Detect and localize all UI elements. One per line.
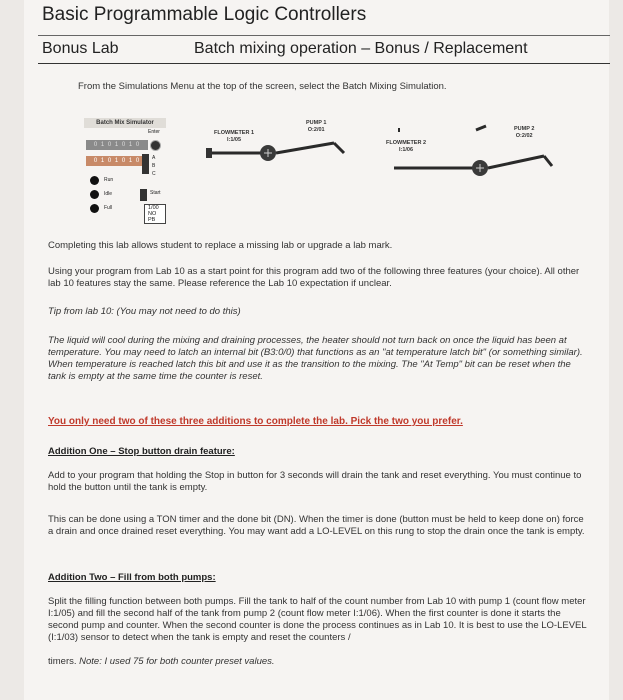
flowmeter2-label: FLOWMETER 2 I:1/06 [386,140,427,153]
start-label: Start [150,190,161,196]
idle-label: Idle [104,191,113,197]
flowmeter1-icon [206,148,212,158]
addition-one-heading: Addition One – Stop button drain feature: [48,446,235,457]
full-label: Full [104,205,113,211]
simulator-control-panel [84,118,166,223]
run-lamp-icon [90,176,99,185]
paragraph-instructions: Using your program from Lab 10 as a start point for this program add two of the following three features (your choice). All other lab 10 features stay the same. Please reference the Lab 10 expectation if unclear. [48,266,580,289]
pump2-label: PUMP 2 O:2/02 [514,126,535,139]
output-bits-row: 0 1 0 1 0 1 0 [86,156,148,166]
pipe-segment-6 [544,156,552,166]
addition-two-text: Split the filling function between both pumps. Fill the tank to half of the count number from Lab 10 with pump 1 (count flow meter I:1/05) and fill the second half of the tank from pump 2 (count flow meter I:1/06). When the first counter is done it starts the second pump and counter. When the second counter is done the process continues as in Lab 10. It is best to use the LO-LEVEL (I:1/03) sensor to detect when the tank is empty and reset the counters / [48,596,587,643]
addition-one-text-1: Add to your program that holding the Stop in button for 3 seconds will drain the tank and reset everything. You must continue to hold the button until the tank is empty. [48,470,582,493]
pump1-label: PUMP 1 O:2/01 [306,120,327,133]
simulator-title: Batch Mix Simulator [84,118,166,128]
flowmeter1-label: FLOWMETER 1 I:1/05 [214,130,255,143]
tip-text: The liquid will cool during the mixing and draining processes, the heater should not turn back on once the liquid has been at temperature. You may need to latch an internal bit (B3:0/0) that functions as an "at temperature latch bit" (or something similar). When temperature is reached latch this bit and use it as the transition to the mixing. The "At Temp" bit can be reset when the tank is empty at the same time the counter is reset. [48,335,583,382]
idle-lamp-icon [90,190,99,199]
selector-c: C [152,171,156,177]
full-lamp-icon [90,204,99,213]
pipe-segment-3 [334,143,344,153]
lab-title: Batch mixing operation – Bonus / Replacement [194,40,528,57]
paragraph-completing: Completing this lab allows student to replace a missing lab or upgrade a lab mark. [48,240,393,251]
pipe-segment-5 [488,156,544,168]
intro-text: From the Simulations Menu at the top of the screen, select the Batch Mixing Simulation. [78,81,447,92]
addition-two-note: Note: I used 75 for both counter preset values. [79,656,275,667]
enter-knob-icon [150,140,161,151]
enter-label: Enter [148,129,160,135]
choose-two-note: You only need two of these three additions to complete the lab. Pick the two you prefer. [48,416,463,427]
selector-labels [152,154,156,178]
input-bits-row: 0 1 0 1 0 1 0 [86,140,148,150]
selector-b: B [152,163,156,169]
pump2-top-arrow [476,126,486,130]
tip-title: Tip from lab 10: (You may not need to do this) [48,306,241,317]
page-title: Basic Programmable Logic Controllers [42,4,367,25]
addition-two-lead: timers. [48,656,80,667]
header-rule-top [38,35,610,36]
course-label: Bonus Lab [42,40,119,57]
batch-mix-simulator-figure [84,116,609,223]
selector-switch-icon [142,154,149,174]
addition-two-heading: Addition Two – Fill from both pumps: [48,572,216,583]
selector-a: A [152,155,156,161]
pipe-segment-2 [276,143,334,153]
addition-two-note-line [48,656,588,668]
run-label: Run [104,177,114,183]
counter-display: 1/00 NO PB [144,204,166,224]
addition-one-text-2: This can be done using a TON timer and the done bit (DN). When the timer is done (button must be held to keep done on) force a drain and once drained reset everything. You may want add a LO-LEVEL on this rung to stop the drain once the tank is empty. [48,514,585,537]
start-button-icon [140,189,147,201]
